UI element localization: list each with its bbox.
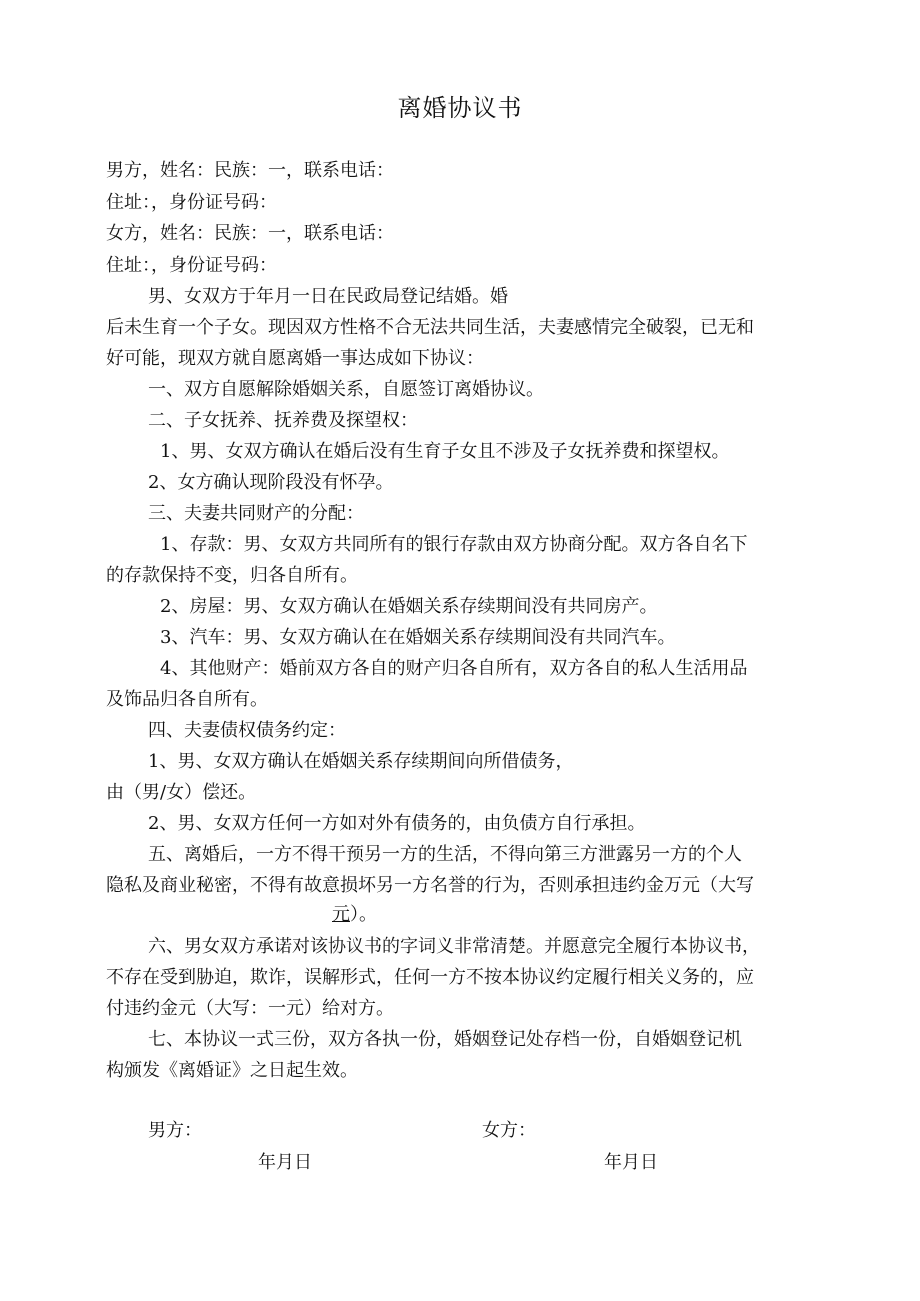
- clause-two-item-1: 1、男、女双方确认在婚后没有生育子女且不涉及子女抚养费和探望权。: [160, 441, 730, 462]
- clause-two-heading: 二、子女抚养、抚养费及探望权：: [148, 410, 418, 431]
- female-address-line: 住址：，身份证号码：: [106, 255, 277, 276]
- clause-three-item-1-cont: 的存款保持不变，归各自所有。: [106, 565, 358, 586]
- clause-six-cont-2: 付违约金元（大写：一元）给对方。: [106, 998, 394, 1019]
- blank-amount-unit: 元: [332, 904, 350, 925]
- document-title: 离婚协议书: [397, 94, 523, 122]
- clause-three-item-4-cont: 及饰品归各自所有。: [106, 689, 268, 710]
- female-info-line: 女方，姓名：民族：一，联系电话：: [106, 223, 394, 244]
- clause-four-item-2: 2、男、女双方任何一方如对外有债务的，由负债方自行承担。: [148, 813, 646, 834]
- paragraph-line: 后未生育一个子女。现因双方性格不合无法共同生活，夫妻感情完全破裂，已无和: [106, 317, 754, 338]
- clause-two-item-2: 2、女方确认现阶段没有怀孕。: [148, 472, 394, 493]
- clause-seven-cont: 构颁发《离婚证》之日起生效。: [106, 1060, 358, 1081]
- clause-five-closing: ）。: [350, 904, 377, 925]
- clause-one: 一、双方自愿解除婚姻关系，自愿签订离婚协议。: [148, 379, 544, 400]
- clause-four-heading: 四、夫妻债权债务约定：: [148, 720, 346, 741]
- clause-three-item-1: 1、存款：男、女双方共同所有的银行存款由双方协商分配。双方各自名下: [160, 534, 748, 555]
- clause-three-heading: 三、夫妻共同财产的分配：: [148, 503, 364, 524]
- clause-six: 六、男女双方承诺对该协议书的字词义非常清楚。并愿意完全履行本协议书，: [148, 936, 760, 957]
- clause-five-cont: 隐私及商业秘密，不得有故意损坏另一方名誉的行为，否则承担违约金万元（大写: [106, 875, 754, 896]
- male-address-line: 住址：，身份证号码：: [106, 192, 277, 213]
- clause-three-item-4: 4、其他财产：婚前双方各自的财产归各自所有，双方各自的私人生活用品: [160, 658, 748, 679]
- male-info-line: 男方，姓名：民族：一，联系电话：: [106, 160, 394, 181]
- clause-five-end: [332, 904, 377, 926]
- clause-three-item-2: 2、房屋：男、女双方确认在婚姻关系存续期间没有共同房产。: [160, 596, 658, 617]
- male-signature-label: 男方：: [148, 1120, 202, 1141]
- male-signature-date: 年月日: [258, 1152, 312, 1173]
- clause-three-item-3: 3、汽车：男、女双方确认在在婚姻关系存续期间没有共同汽车。: [160, 627, 676, 648]
- paragraph-line: 好可能，现双方就自愿离婚一事达成如下协议：: [106, 348, 484, 369]
- paragraph-line: 男、女双方于年月一日在民政局登记结婚。婚: [148, 286, 508, 307]
- female-signature-label: 女方：: [482, 1120, 536, 1141]
- clause-four-item-1: 1、男、女双方确认在婚姻关系存续期间向所借债务，: [148, 751, 574, 772]
- clause-seven: 七、本协议一式三份，双方各执一份，婚姻登记处存档一份，自婚姻登记机: [148, 1029, 742, 1050]
- clause-five: 五、离婚后，一方不得干预另一方的生活，不得向第三方泄露另一方的个人: [148, 844, 742, 865]
- clause-six-cont-1: 不存在受到胁迫，欺诈，误解形式，任何一方不按本协议约定履行相关义务的，应: [106, 967, 754, 988]
- female-signature-date: 年月日: [604, 1152, 658, 1173]
- clause-four-item-1-cont: 由（男/女）偿还。: [106, 782, 257, 803]
